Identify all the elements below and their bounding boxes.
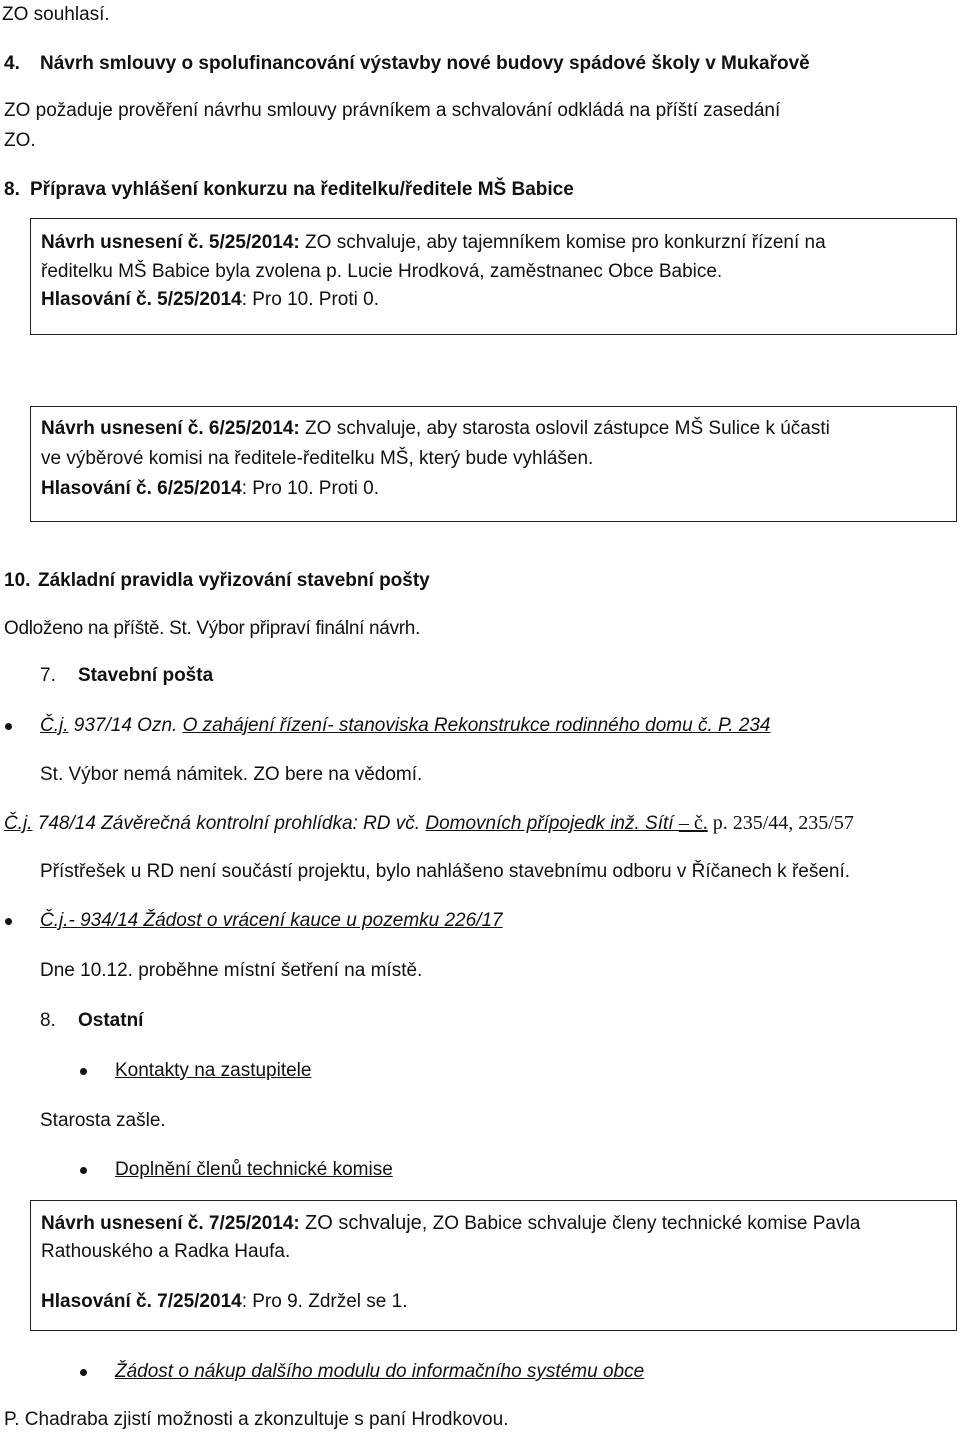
item-10-number: 10.: [4, 570, 31, 591]
bullet-dot-4: [80, 1167, 87, 1174]
bullet-item-zadost: Žádost o nákup dalšího modulu do informačního systému obce: [115, 1361, 645, 1382]
text-zo: ZO.: [4, 130, 36, 151]
cj-748-ref: 748/14 Závěrečná kontrolní prohlídka: RD vč.: [32, 813, 426, 834]
item-7-heading: Stavební pošta: [78, 665, 214, 686]
resolution-1-text: ZO schvaluje, aby tajemníkem komise pro konkurzní řízení na: [305, 232, 826, 253]
resolution-3-vote-ref: 7/25/2014: [157, 1291, 242, 1312]
item-4-heading: Návrh smlouvy o spolufinancování výstavby nové budovy spádové školy v Mukařově: [40, 53, 810, 74]
resolution-2-vote-ref: 6/25/2014: [157, 478, 242, 499]
bullet-item-1: [40, 714, 771, 738]
resolution-3-vote-result: : Pro 9. Zdržel se 1.: [241, 1291, 408, 1312]
item-8-number: 8.: [4, 179, 20, 200]
text-starosta: Starosta zašle.: [40, 1110, 166, 1131]
item-8b-heading: Ostatní: [78, 1010, 144, 1031]
resolution-box-3: [30, 1200, 957, 1331]
item-8b-number: 8.: [40, 1010, 56, 1031]
resolution-1-vote: [41, 288, 379, 312]
cj-748-dash: – č.: [678, 812, 708, 834]
item-4-number: 4.: [4, 53, 20, 74]
cj-748-label: Č.j.: [4, 813, 33, 834]
resolution-1-line-1: [41, 231, 826, 255]
bullet-1-ref: 937/14 Ozn.: [68, 715, 183, 736]
bullet-item-doplneni: Doplnění členů technické komise: [115, 1159, 393, 1180]
bullet-dot-5: [80, 1369, 87, 1376]
cj-748-parcels: p. 235/44, 235/57: [707, 812, 854, 834]
item-7-number: 7.: [40, 665, 56, 686]
resolution-1-label: Návrh usnesení č.: [41, 232, 204, 253]
resolution-1-line-2: ředitelku MŠ Babice byla zvolena p. Lucie Hrodková, zaměstnanec Obce Babice.: [41, 261, 723, 282]
resolution-3-vote-label: Hlasování č.: [41, 1291, 152, 1312]
text-cj-748: [4, 811, 854, 836]
resolution-3-vote: [41, 1290, 408, 1314]
resolution-1-vote-label: Hlasování č.: [41, 289, 152, 310]
text-chadraba: P. Chadraba zjistí možnosti a zkonzultuje s paní Hrodkovou.: [4, 1409, 509, 1430]
resolution-2-text: ZO schvaluje, aby starosta oslovil zástupce MŠ Sulice k účasti: [305, 418, 830, 439]
resolution-3-line-1: [41, 1211, 860, 1236]
bullet-1-subject: O zahájení řízení- stanoviska Rekonstrukce rodinného domu č. P. 234: [182, 715, 771, 736]
bullet-2-cj: Č.j.: [40, 910, 69, 931]
resolution-2-vote-label: Hlasování č.: [41, 478, 152, 499]
item-8-heading: Příprava vyhlášení konkurzu na ředitelku/ředitele MŠ Babice: [30, 179, 574, 200]
bullet-dot-3: [80, 1068, 87, 1075]
resolution-3-text-b: ZO Babice schvaluje členy technické komise Pavla: [427, 1213, 861, 1234]
text-zo-pozaduje: ZO požaduje prověření návrhu smlouvy právníkem a schvalování odkládá na příští zasedání: [4, 100, 781, 121]
bullet-item-2: [40, 909, 503, 933]
resolution-3-line-2: Rathouského a Radka Haufa.: [41, 1241, 291, 1262]
resolution-2-ref: 6/25/2014:: [208, 418, 300, 439]
resolution-2-vote: [41, 477, 379, 501]
resolution-1-ref: 5/25/2014:: [208, 232, 300, 253]
text-dne: Dne 10.12. proběhne místní šetření na místě.: [40, 960, 423, 981]
text-odlozeno: Odloženo na příště. St. Výbor připraví finální návrh.: [4, 618, 421, 639]
resolution-2-label: Návrh usnesení č.: [41, 418, 204, 439]
resolution-3-text: ZO schvaluje,: [305, 1212, 428, 1234]
bullet-2-subject: - 934/14 Žádost o vrácení kauce u pozemku 226/17: [68, 910, 503, 931]
bullet-1-cj: Č.j.: [40, 715, 69, 736]
resolution-1-vote-result: : Pro 10. Proti 0.: [241, 289, 379, 310]
cj-748-subject: Domovních přípojedk inž. Sítí: [425, 813, 679, 834]
bullet-dot-2: [5, 918, 12, 925]
resolution-box-2: [30, 406, 957, 522]
resolution-3-label: Návrh usnesení č.: [41, 1213, 204, 1234]
bullet-dot-1: [5, 723, 12, 730]
bullet-item-kontakty: Kontakty na zastupitele: [115, 1060, 312, 1081]
resolution-3-ref: 7/25/2014:: [208, 1213, 300, 1234]
resolution-2-vote-result: : Pro 10. Proti 0.: [241, 478, 379, 499]
text-zo-souhlasi: ZO souhlasí.: [2, 4, 110, 25]
text-st-vybor: St. Výbor nemá námitek. ZO bere na vědomí.: [40, 764, 423, 785]
item-10-heading: Základní pravidla vyřizování stavební pošty: [38, 570, 430, 591]
resolution-1-vote-ref: 5/25/2014: [157, 289, 242, 310]
resolution-box-1: [30, 218, 957, 335]
resolution-2-line-1: [41, 417, 830, 441]
resolution-2-line-2: ve výběrové komisi na ředitele-ředitelku MŠ, který bude vyhlášen.: [41, 448, 594, 469]
text-pristresek: Přístřešek u RD není součástí projektu, bylo nahlášeno stavebnímu odboru v Říčanech k řešení.: [40, 861, 851, 882]
